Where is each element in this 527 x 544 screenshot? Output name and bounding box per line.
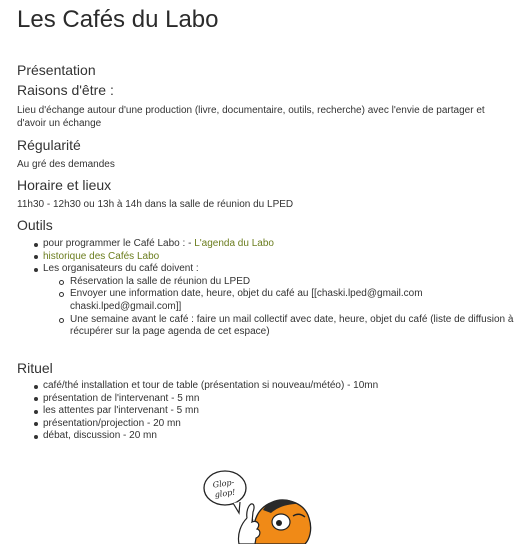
bubble-text-line2: glop!: [214, 487, 237, 500]
heading-raisons: Raisons d'être :: [17, 82, 114, 98]
list-item: [17, 263, 522, 339]
text-horaire: 11h30 - 12h30 ou 13h à 14h dans la salle de réunion du LPED: [17, 199, 294, 210]
list-item: [17, 251, 522, 264]
list-item: présentation de l'intervenant - 5 mn: [17, 393, 522, 406]
section-heading-rituel: Rituel: [17, 360, 53, 376]
character-pupil: [276, 520, 282, 526]
list-item: les attentes par l'intervenant - 5 mn: [17, 405, 522, 418]
section-heading-presentation: Présentation: [17, 62, 96, 78]
list-item: [17, 238, 522, 251]
heading-regularite: Régularité: [17, 137, 81, 153]
speech-bubble-tail: [233, 502, 240, 513]
sub-list-item: Réservation la salle de réunion du LPED: [43, 276, 522, 289]
list-item-text: Les organisateurs du café doivent :: [43, 263, 199, 275]
section-heading-outils: Outils: [17, 217, 53, 233]
sublist-organisateurs: [43, 276, 522, 339]
cartoon-illustration: [193, 466, 323, 544]
sub-list-item: Une semaine avant le café : faire un mail collectif avec date, heure, objet du café (liste de diffusion à récupérer sur la page agenda de cet espace): [43, 314, 522, 339]
link-historique[interactable]: historique des Cafés Labo: [43, 250, 160, 262]
text-raisons: Lieu d'échange autour d'une production (livre, documentaire, outils, recherche) avec l'envie de partager et d'avoir un échange: [17, 105, 485, 129]
list-item: débat, discussion - 20 mn: [17, 430, 522, 443]
list-rituel: [17, 380, 522, 443]
page-title: Les Cafés du Labo: [17, 6, 219, 33]
list-item: présentation/projection - 20 mn: [17, 418, 522, 431]
link-agenda[interactable]: L'agenda du Labo: [194, 238, 274, 249]
list-outils: [17, 238, 522, 339]
list-item: café/thé installation et tour de table (présentation si nouveau/météo) - 10mn: [17, 380, 522, 393]
bubble-text-line1: Glop-: [212, 477, 235, 490]
heading-horaire: Horaire et lieux: [17, 177, 112, 193]
text-regularite: Au gré des demandes: [17, 159, 115, 170]
sub-list-item: Envoyer une information date, heure, objet du café au [[chaski.lped@gmail.com chaski.lped@gmail.com]]: [43, 288, 522, 313]
list-item-text: pour programmer le Café Labo : -: [43, 238, 195, 249]
